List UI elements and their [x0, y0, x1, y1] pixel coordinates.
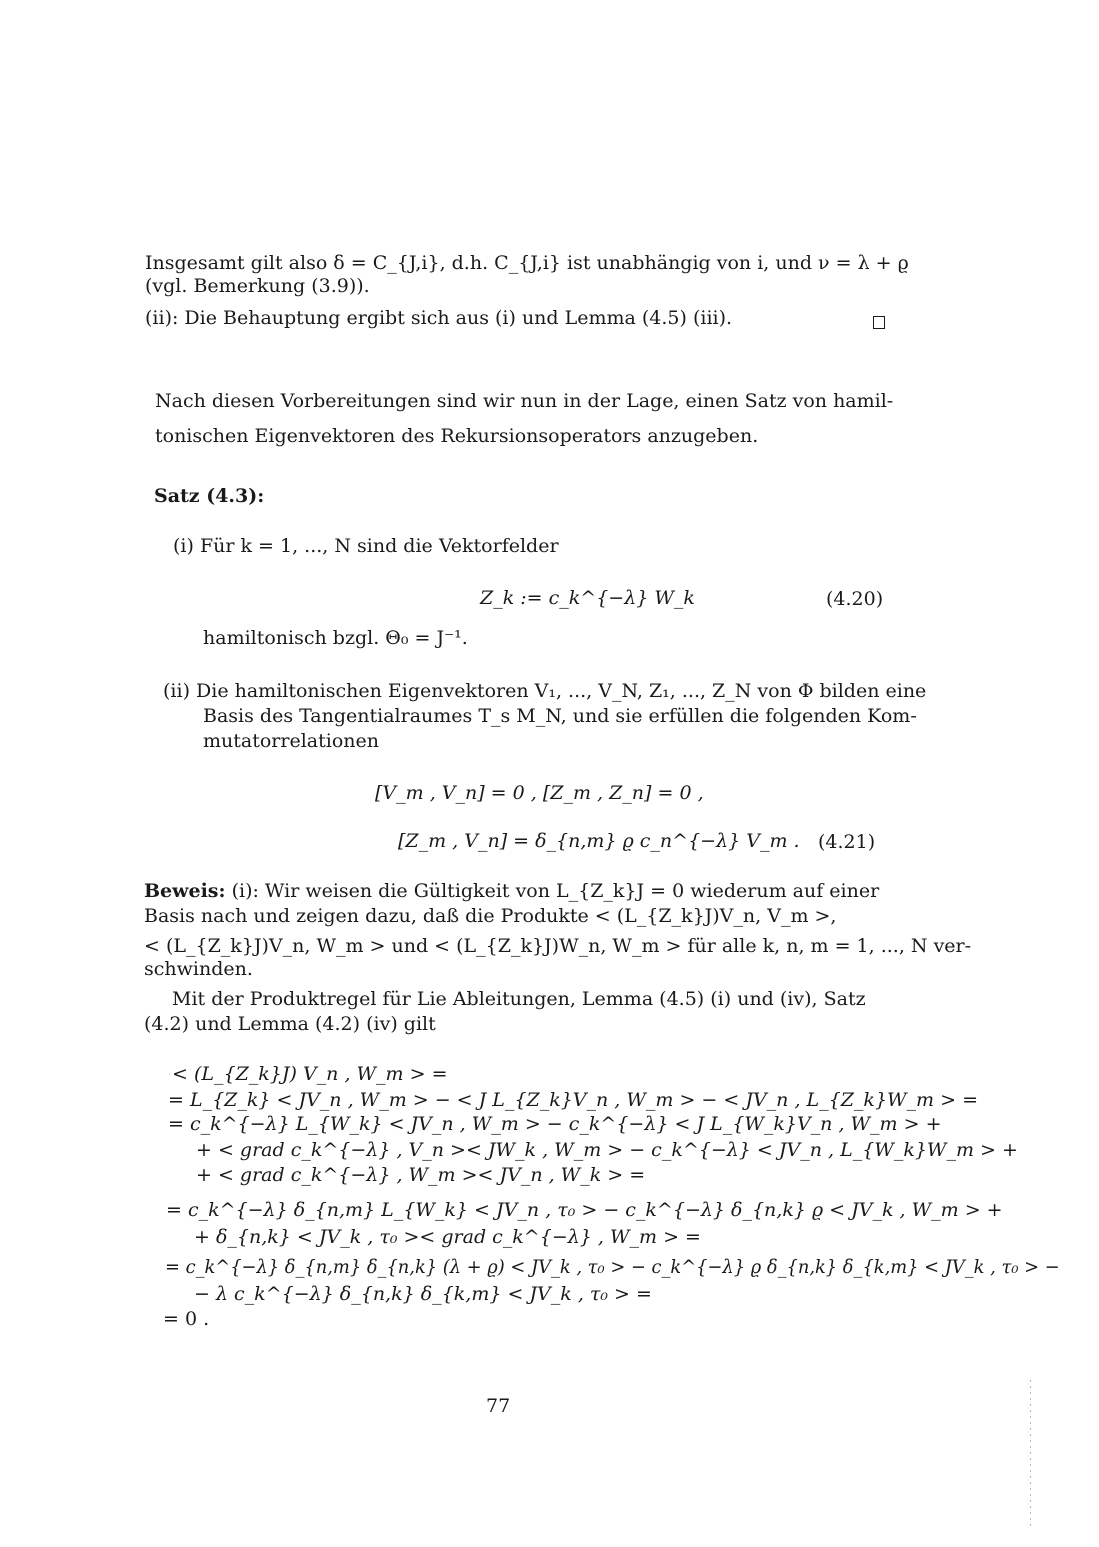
proof-line-3: < (L_{Z_k}J)V_n, W_m > und < (L_{Z_k}J)W_n, W_m > für alle k, n, m = 1, ..., N ver-	[144, 935, 972, 957]
theorem-title: Satz (4.3):	[154, 485, 265, 507]
page-number: 77	[486, 1395, 511, 1417]
equation-4-21-line-1: [V_m , V_n] = 0 , [Z_m , Z_n] = 0 ,	[375, 782, 704, 804]
calc-line: − λ c_k^{−λ} δ_{n,k} δ_{k,m} < JV_k , τ₀ > =	[194, 1283, 652, 1305]
intro-line-2: tonischen Eigenvektoren des Rekursionsoperators anzugeben.	[155, 425, 759, 447]
calc-line: + < grad c_k^{−λ} , W_m >< JV_n , W_k > =	[196, 1164, 646, 1186]
theorem-item-1-tail: hamiltonisch bzgl. Θ₀ = J⁻¹.	[203, 627, 468, 649]
top-line-3: (ii): Die Behauptung ergibt sich aus (i) und Lemma (4.5) (iii).	[145, 307, 733, 329]
equation-number-4-21: (4.21)	[818, 831, 876, 853]
top-line-1: Insgesamt gilt also δ = C_{J,i}, d.h. C_{J,i} ist unabhängig von i, und ν = λ + ϱ	[145, 252, 909, 274]
calc-line: + < grad c_k^{−λ} , V_n >< JW_k , W_m > − c_k^{−λ} < JV_n , L_{W_k}W_m > +	[196, 1139, 1018, 1161]
theorem-item-2-line-1: (ii) Die hamiltonischen Eigenvektoren V₁, ..., V_N, Z₁, ..., Z_N von Φ bilden eine	[163, 680, 927, 702]
qed-square-icon	[873, 316, 885, 329]
scan-edge-artifact	[1030, 1380, 1031, 1530]
theorem-item-2-line-2: Basis des Tangentialraumes T_s M_N, und sie erfüllen die folgenden Kom-	[203, 705, 917, 727]
proof-line-4: schwinden.	[144, 958, 253, 980]
equation-4-20: Z_k := c_k^{−λ} W_k	[480, 587, 695, 609]
proof-line-5: Mit der Produktregel für Lie Ableitungen, Lemma (4.5) (i) und (iv), Satz	[172, 988, 866, 1010]
calc-line: = c_k^{−λ} L_{W_k} < JV_n , W_m > − c_k^{−λ} < J L_{W_k}V_n , W_m > +	[168, 1113, 942, 1135]
proof-line-1-text: (i): Wir weisen die Gültigkeit von L_{Z_k}J = 0 wiederum auf einer	[231, 880, 880, 902]
intro-line-1: Nach diesen Vorbereitungen sind wir nun in der Lage, einen Satz von hamil-	[155, 390, 894, 412]
theorem-item-2-line-3: mutatorrelationen	[203, 730, 379, 752]
calc-line: = L_{Z_k} < JV_n , W_m > − < J L_{Z_k}V_n , W_m > − < JV_n , L_{Z_k}W_m > =	[168, 1089, 978, 1111]
calc-line: + δ_{n,k} < JV_k , τ₀ >< grad c_k^{−λ} , W_m > =	[194, 1226, 701, 1248]
equation-4-21-line-2: [Z_m , V_n] = δ_{n,m} ϱ c_n^{−λ} V_m .	[398, 830, 800, 852]
equation-number-4-20: (4.20)	[826, 588, 884, 610]
proof-line-6: (4.2) und Lemma (4.2) (iv) gilt	[144, 1013, 436, 1035]
proof-line-2: Basis nach und zeigen dazu, daß die Produkte < (L_{Z_k}J)V_n, V_m >,	[144, 905, 837, 927]
calc-line: = c_k^{−λ} δ_{n,m} L_{W_k} < JV_n , τ₀ > − c_k^{−λ} δ_{n,k} ϱ < JV_k , W_m > +	[166, 1199, 1003, 1221]
proof-line-1	[144, 880, 879, 902]
theorem-item-1: (i) Für k = 1, ..., N sind die Vektorfelder	[173, 535, 559, 557]
top-line-2: (vgl. Bemerkung (3.9)).	[145, 275, 370, 297]
proof-label: Beweis:	[144, 880, 226, 902]
calc-line: = 0 .	[163, 1308, 210, 1330]
calc-line: = c_k^{−λ} δ_{n,m} δ_{n,k} (λ + ϱ) < JV_k , τ₀ > − c_k^{−λ} ϱ δ_{n,k} δ_{k,m} < JV_k , τ₀ > −	[165, 1256, 1060, 1278]
calc-line: < (L_{Z_k}J) V_n , W_m > =	[172, 1063, 448, 1085]
